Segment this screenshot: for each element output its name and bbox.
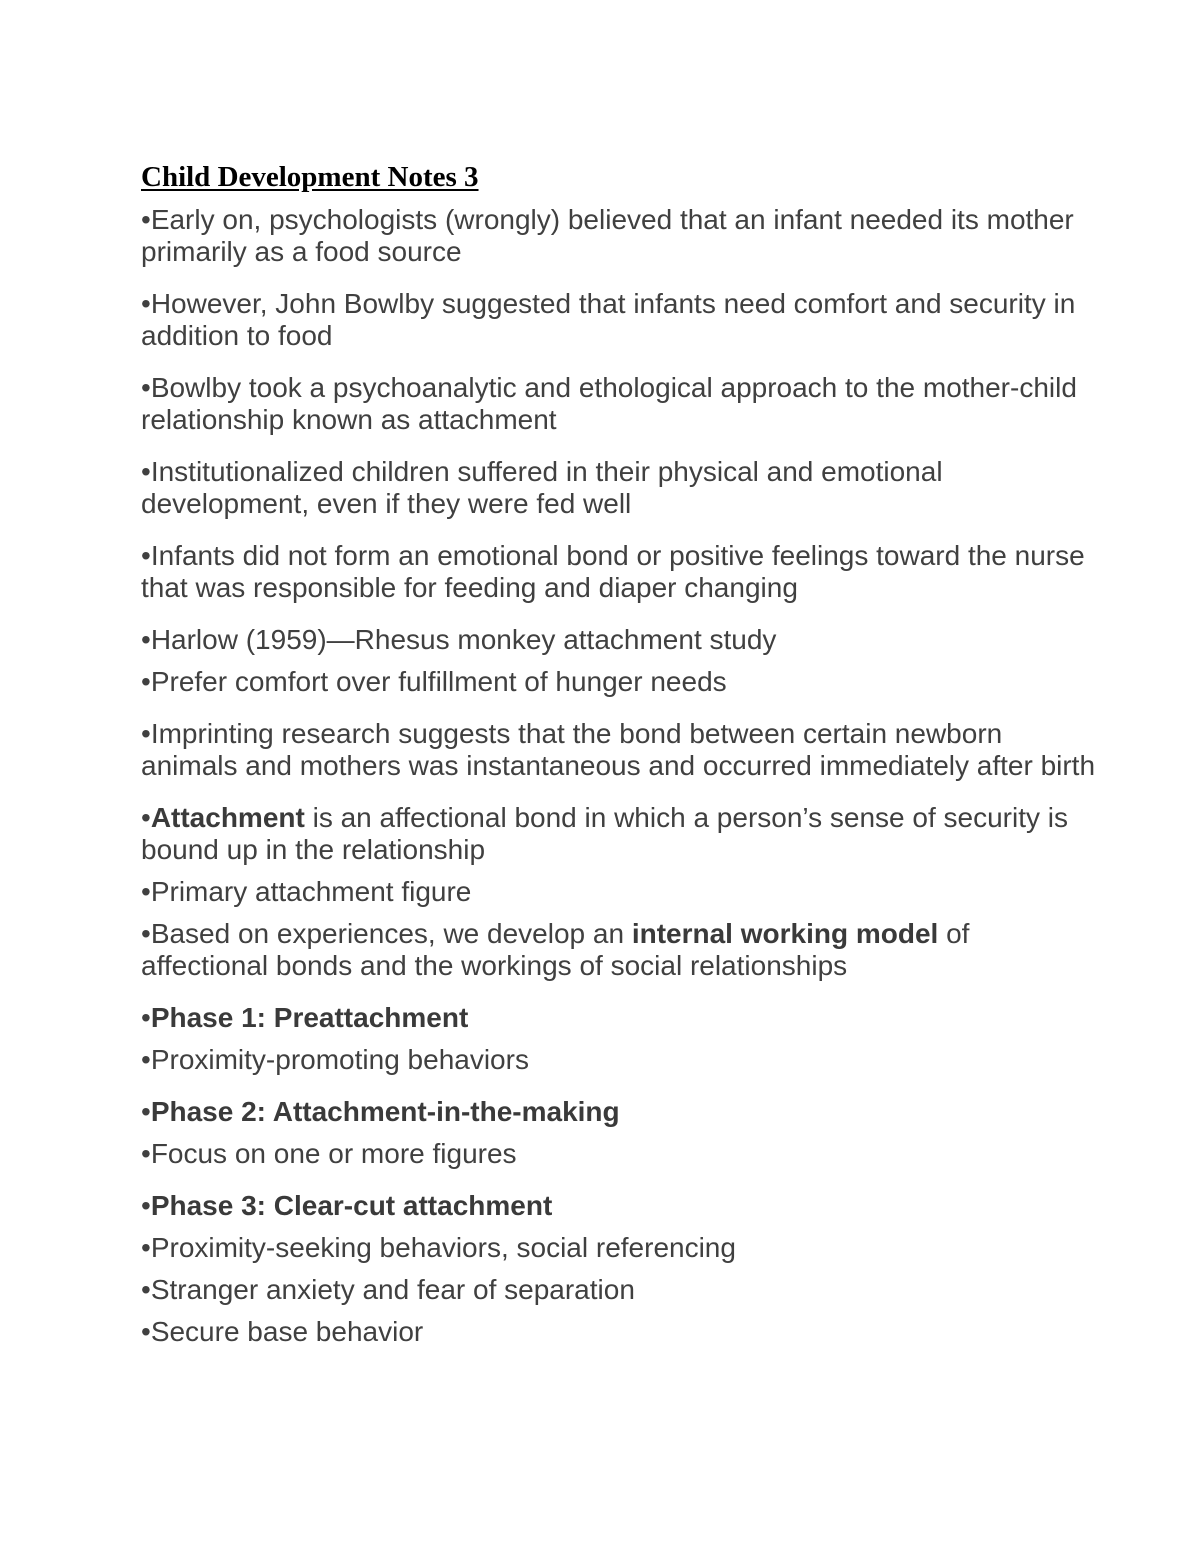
list-item — [141, 456, 1101, 520]
document-page — [141, 160, 1101, 1348]
list-item — [141, 1138, 1101, 1170]
list-item — [141, 1002, 1101, 1034]
list-item — [141, 1274, 1101, 1306]
bullet-icon: • — [141, 540, 151, 571]
item-text: is an affectional bond in which a person’s sense of security is bound up in the relationship — [141, 802, 1069, 865]
bullet-icon: • — [141, 802, 151, 833]
list-item — [141, 1316, 1101, 1348]
bullet-icon: • — [141, 718, 151, 749]
item-text: of affectional bonds and the workings of social relationships — [141, 918, 970, 981]
bullet-icon: • — [141, 1316, 151, 1347]
item-text: Primary attachment figure — [150, 876, 472, 907]
bullet-icon: • — [141, 1096, 151, 1127]
bullet-icon: • — [141, 876, 151, 907]
list-item — [141, 918, 1101, 982]
item-text: Secure base behavior — [150, 1316, 424, 1347]
item-text: Bowlby took a psychoanalytic and ethological approach to the mother-child relationship known as attachment — [141, 372, 1077, 435]
list-item — [141, 372, 1101, 436]
item-text: Based on experiences, we develop an — [150, 918, 632, 949]
list-item — [141, 802, 1101, 866]
list-item — [141, 1096, 1101, 1128]
list-item — [141, 288, 1101, 352]
bullet-icon: • — [141, 1190, 151, 1221]
bullet-icon: • — [141, 1044, 151, 1075]
item-text: Early on, psychologists (wrongly) believed that an infant needed its mother primarily as a food source — [141, 204, 1074, 267]
list-item — [141, 718, 1101, 782]
list-item — [141, 1190, 1101, 1222]
bullet-icon: • — [141, 456, 151, 487]
item-text: Infants did not form an emotional bond or positive feelings toward the nurse that was responsible for feeding and diaper changing — [141, 540, 1085, 603]
bullet-icon: • — [141, 624, 151, 655]
bullet-icon: • — [141, 666, 151, 697]
bullet-icon: • — [141, 372, 151, 403]
term-internal-working-model: internal working model — [631, 918, 939, 949]
list-item — [141, 540, 1101, 604]
item-text: Stranger anxiety and fear of separation — [150, 1274, 635, 1305]
list-item — [141, 876, 1101, 908]
bullet-icon: • — [141, 204, 151, 235]
item-text: Harlow (1959)—Rhesus monkey attachment study — [150, 624, 777, 655]
bullet-icon: • — [141, 1274, 151, 1305]
item-text: Institutionalized children suffered in their physical and emotional development, even if they were fed well — [141, 456, 943, 519]
item-text: However, John Bowlby suggested that infants need comfort and security in addition to food — [141, 288, 1076, 351]
list-item — [141, 624, 1101, 656]
item-text: Focus on one or more figures — [150, 1138, 517, 1169]
list-item — [141, 1232, 1101, 1264]
bullet-icon: • — [141, 1232, 151, 1263]
term-attachment: Attachment — [150, 802, 305, 833]
phase-heading: Phase 3: Clear-cut attachment — [150, 1190, 553, 1221]
item-text: Imprinting research suggests that the bond between certain newborn animals and mothers was instantaneous and occurred immediately after birth — [141, 718, 1096, 781]
item-text: Proximity-seeking behaviors, social referencing — [150, 1232, 736, 1263]
item-text: Proximity-promoting behaviors — [150, 1044, 529, 1075]
list-item — [141, 204, 1101, 268]
bullet-icon: • — [141, 1002, 151, 1033]
bullet-icon: • — [141, 288, 151, 319]
phase-heading: Phase 2: Attachment-in-the-making — [150, 1096, 620, 1127]
document-title: Child Development Notes 3 — [141, 161, 479, 193]
list-item — [141, 1044, 1101, 1076]
bullet-icon: • — [141, 1138, 151, 1169]
list-item — [141, 666, 1101, 698]
bullet-icon: • — [141, 918, 151, 949]
item-text: Prefer comfort over fulfillment of hunger needs — [150, 666, 727, 697]
phase-heading: Phase 1: Preattachment — [150, 1002, 469, 1033]
